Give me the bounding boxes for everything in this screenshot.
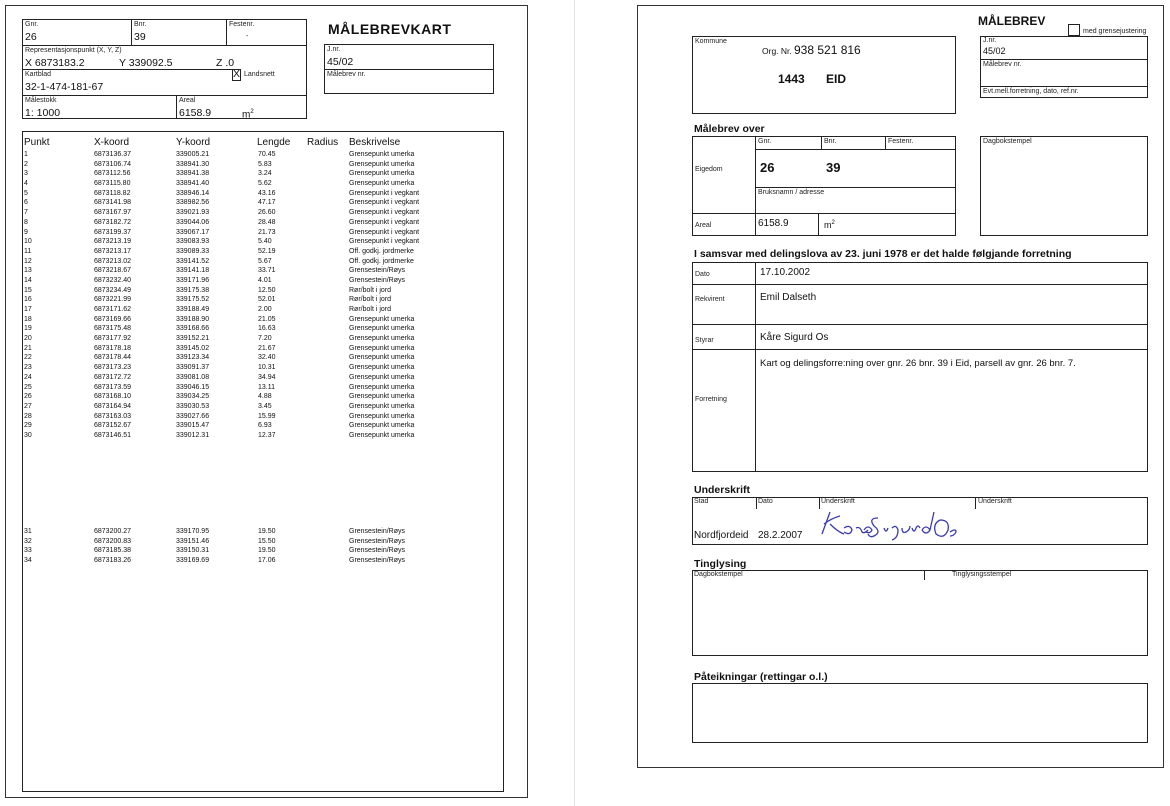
- x-cell: 6873183.26: [94, 557, 131, 565]
- y-cell: 339150.31: [176, 547, 210, 555]
- table-row: [24, 412, 494, 422]
- areal-unit-right: $m^2$: [824, 220, 835, 230]
- beskrivelse-cell: Grensestein/Røys: [349, 528, 406, 535]
- gnr-value: 26: [25, 31, 37, 43]
- jnr-label: J.nr.: [327, 46, 341, 53]
- punkt-cell: 21: [24, 344, 32, 352]
- table-row: [24, 179, 494, 189]
- beskrivelse-cell: Grensepunkt i vegkant: [349, 228, 420, 236]
- org-nr: 938 521 816: [794, 43, 861, 57]
- x-cell: 6873115.80: [94, 180, 131, 188]
- punkt-cell: 17: [24, 306, 32, 313]
- lengde-cell: 16.63: [258, 325, 276, 333]
- bnr-value: 39: [134, 31, 146, 43]
- page-title: MÅLEBREVKART: [328, 21, 452, 37]
- lengde-cell: 34.94: [258, 373, 276, 381]
- landsnett-label: Landsnett: [244, 71, 275, 78]
- beskrivelse-cell: Grensepunkt umerka: [349, 393, 415, 401]
- kommune-name: EID: [826, 72, 847, 86]
- col-punkt: Punkt: [24, 137, 50, 148]
- beskrivelse-cell: Grensepunkt umerka: [349, 364, 415, 372]
- y-cell: 339188.90: [176, 315, 210, 323]
- table-body-2: [24, 527, 494, 566]
- x-cell: 6873141.98: [94, 199, 131, 207]
- lengde-cell: 52.19: [258, 247, 276, 255]
- col-y: Y-koord: [176, 137, 211, 148]
- lengde-cell: 2.00: [258, 306, 272, 313]
- x-cell: 6873164.94: [94, 402, 131, 410]
- areal-value-right: 6158.9: [758, 218, 789, 229]
- y-cell: 339044.06: [176, 218, 210, 226]
- x-cell: 6873152.67: [94, 422, 131, 430]
- table-row: [24, 218, 494, 228]
- x-cell: 6873213.17: [94, 247, 131, 255]
- punkt-cell: 5: [24, 189, 28, 197]
- bnr-label: Bnr.: [134, 21, 147, 28]
- beskrivelse-cell: Grensepunkt umerka: [349, 422, 415, 430]
- punkt-cell: 24: [24, 373, 32, 381]
- beskrivelse-cell: Grensepunkt umerka: [349, 344, 415, 352]
- beskrivelse-cell: Grensepunkt i vegkant: [349, 218, 420, 226]
- beskrivelse-cell: Grensepunkt i vegkant: [349, 189, 420, 197]
- y-cell: 339145.02: [176, 344, 210, 352]
- table-row: [24, 228, 494, 238]
- festenr-label: Festenr.: [229, 21, 255, 28]
- table-row: [24, 257, 494, 267]
- beskrivelse-cell: Grensepunkt umerka: [349, 354, 415, 362]
- jnr-value: 45/02: [327, 56, 354, 68]
- punkt-cell: 29: [24, 422, 32, 430]
- y-cell: 339152.21: [176, 335, 210, 343]
- y-cell: 339141.52: [176, 257, 210, 265]
- punkt-cell: 26: [24, 393, 32, 401]
- beskrivelse-cell: Grensepunkt umerka: [349, 315, 415, 323]
- styrar-label: Styrar: [695, 337, 714, 344]
- y-cell: 338941.30: [176, 160, 210, 168]
- y-cell: 339168.66: [176, 325, 210, 333]
- beskrivelse-cell: Grensepunkt umerka: [349, 325, 415, 333]
- grensejustering-checkbox[interactable]: [1068, 24, 1080, 36]
- punkt-cell: 25: [24, 383, 32, 391]
- malebrevkart-page: [5, 5, 528, 798]
- punkt-cell: 7: [24, 209, 28, 217]
- table-row: [24, 373, 494, 383]
- x-cell: 6873232.40: [94, 276, 131, 284]
- table-row: [24, 363, 494, 373]
- lengde-cell: 43.16: [258, 189, 276, 197]
- x-cell: 6873171.62: [94, 306, 131, 313]
- table-row: [24, 402, 494, 412]
- dato-label: Dato: [695, 271, 710, 278]
- landsnett-mark: X: [233, 68, 241, 80]
- bnr-label-right: Bnr.: [824, 138, 837, 145]
- punkt-cell: 22: [24, 354, 32, 362]
- kartblad-value: 32-1-474-181-67: [25, 81, 104, 93]
- rekvirent-value: Emil Dalseth: [760, 292, 817, 303]
- beskrivelse-cell: Grensepunkt i vegkant: [349, 199, 420, 207]
- y-cell: 338941.40: [176, 180, 210, 188]
- rep-x: X 6873183.2: [25, 57, 85, 69]
- x-cell: 6873178.44: [94, 354, 131, 362]
- tinglysing-box: [692, 570, 1148, 656]
- punkt-cell: 3: [24, 170, 28, 178]
- signature-image: [818, 506, 958, 542]
- y-cell: 338941.38: [176, 170, 210, 178]
- festenr-value: -: [246, 33, 249, 40]
- dato-value: 17.10.2002: [760, 267, 811, 278]
- table-row: [24, 237, 494, 247]
- table-row: [24, 286, 494, 296]
- dato2-label: Dato: [758, 498, 773, 505]
- beskrivelse-cell: Rør/bolt i jord: [349, 286, 392, 294]
- punkt-cell: 15: [24, 286, 32, 294]
- styrar-value: Kåre Sigurd Os: [760, 332, 829, 343]
- y-cell: 339089.33: [176, 247, 210, 255]
- kommune-nr: 1443: [778, 72, 805, 86]
- underskrift-label: Underskrift: [821, 498, 855, 505]
- punkt-cell: 34: [24, 557, 32, 565]
- y-cell: 338946.14: [176, 189, 210, 197]
- lengde-cell: 52.01: [258, 296, 276, 304]
- bruksnamn-label: Bruksnamn / adresse: [758, 189, 825, 196]
- lengde-cell: 33.71: [258, 267, 276, 275]
- x-cell: 6873175.48: [94, 325, 131, 333]
- lengde-cell: 70.45: [258, 151, 276, 158]
- lengde-cell: 26.60: [258, 209, 276, 217]
- x-cell: 6873112.56: [94, 170, 131, 178]
- page-title-right: MÅLEBREV: [978, 14, 1046, 28]
- beskrivelse-cell: Grensepunkt umerka: [349, 151, 415, 158]
- x-cell: 6873199.37: [94, 228, 131, 236]
- y-cell: 339188.49: [176, 306, 210, 313]
- beskrivelse-cell: Grensepunkt umerka: [349, 180, 415, 188]
- x-cell: 6873182.72: [94, 218, 131, 226]
- beskrivelse-cell: Grensepunkt umerka: [349, 335, 415, 343]
- evt-label: Evt.mell.forretning, dato, ref.nr.: [983, 88, 1079, 95]
- y-cell: 339027.66: [176, 412, 210, 420]
- stad-value: Nordfjordeid: [694, 530, 749, 541]
- pateikningar-title: Påteikningar (rettingar o.l.): [694, 671, 828, 683]
- beskrivelse-cell: Grensepunkt umerka: [349, 170, 415, 178]
- dato2-value: 28.2.2007: [758, 530, 803, 541]
- table-row: [24, 169, 494, 179]
- tinglysingsstempel-label: Tinglysingsstempel: [952, 571, 1012, 578]
- x-cell: 6873168.10: [94, 393, 131, 401]
- kommune-label: Kommune: [695, 38, 727, 45]
- underskrift2-label: Underskrift: [978, 498, 1012, 505]
- lengde-cell: 4.01: [258, 276, 272, 284]
- beskrivelse-cell: Rør/bolt i jord: [349, 296, 392, 304]
- y-cell: 339151.46: [176, 537, 210, 545]
- table-row: [24, 160, 494, 170]
- lengde-cell: 5.62: [258, 180, 272, 188]
- dagbokstempel-box: [980, 136, 1148, 236]
- rekvirent-label: Rekvirent: [695, 296, 725, 303]
- table-row: [24, 527, 494, 537]
- table-row: [24, 556, 494, 566]
- x-cell: 6873218.67: [94, 267, 131, 275]
- lengde-cell: 19.50: [258, 528, 276, 535]
- lengde-cell: 19.50: [258, 547, 276, 555]
- table-row: [24, 353, 494, 363]
- y-cell: 339030.53: [176, 402, 210, 410]
- x-cell: 6873172.72: [94, 373, 131, 381]
- malestokk-label: Målestokk: [25, 97, 57, 104]
- x-cell: 6873213.02: [94, 257, 131, 265]
- beskrivelse-cell: Off. godkj. jordmerke: [349, 257, 414, 265]
- lengde-cell: 6.93: [258, 422, 272, 430]
- lengde-cell: 28.48: [258, 218, 276, 226]
- lengde-cell: 21.05: [258, 315, 276, 323]
- beskrivelse-cell: Grensepunkt umerka: [349, 383, 415, 391]
- underskrift-title: Underskrift: [694, 484, 751, 496]
- table-row: [24, 266, 494, 276]
- areal-label: Areal: [179, 97, 196, 104]
- y-cell: 339005.21: [176, 151, 210, 158]
- lengde-cell: 5.83: [258, 160, 272, 168]
- x-cell: 6873221.99: [94, 296, 131, 304]
- malebrev-over-title: Målebrev over: [694, 123, 765, 135]
- punkt-cell: 27: [24, 402, 32, 410]
- malebrev-page: [637, 5, 1164, 768]
- samsvar-title: I samsvar med delingslova av 23. juni 1978 er det halde følgjande forretning: [694, 248, 1072, 260]
- y-cell: 339175.38: [176, 286, 210, 294]
- table-row: [24, 421, 494, 431]
- table-row: [24, 537, 494, 547]
- lengde-cell: 12.37: [258, 431, 276, 439]
- y-cell: 339175.52: [176, 296, 210, 304]
- punkt-cell: 30: [24, 431, 32, 439]
- areal-label-right: Areal: [695, 222, 712, 229]
- punkt-cell: 9: [24, 228, 28, 236]
- lengde-cell: 10.31: [258, 364, 276, 372]
- y-cell: 339021.93: [176, 209, 210, 217]
- y-cell: 339012.31: [176, 431, 210, 439]
- gnr-value-right: 26: [760, 160, 775, 175]
- y-cell: 339141.18: [176, 267, 210, 275]
- gnr-label-right: Gnr.: [758, 138, 772, 145]
- col-beskrivelse: Beskrivelse: [349, 137, 401, 148]
- punkt-cell: 8: [24, 218, 28, 226]
- punkt-cell: 4: [24, 180, 28, 188]
- table-row: [24, 383, 494, 393]
- beskrivelse-cell: Grensepunkt umerka: [349, 402, 415, 410]
- lengde-cell: 4.88: [258, 393, 272, 401]
- jnr-value-right: 45/02: [983, 46, 1006, 56]
- beskrivelse-cell: Grensepunkt umerka: [349, 431, 415, 439]
- y-cell: 339067.17: [176, 228, 210, 236]
- y-cell: 339169.69: [176, 557, 210, 565]
- table-row: [24, 189, 494, 199]
- beskrivelse-cell: Grensestein/Røys: [349, 547, 406, 555]
- table-row: [24, 344, 494, 354]
- punkt-cell: 32: [24, 537, 32, 545]
- grensejustering-label: med grensejustering: [1083, 28, 1147, 35]
- malebrev-nr-label-right: Målebrev nr.: [983, 61, 1022, 68]
- punkt-cell: 31: [24, 528, 32, 535]
- beskrivelse-cell: Grensepunkt i vegkant: [349, 209, 420, 217]
- lengde-cell: 21.73: [258, 228, 276, 236]
- areal-unit: $m^2$: [242, 109, 254, 121]
- forretning-label: Forretning: [695, 396, 727, 403]
- jnr-label-right: J.nr.: [983, 37, 997, 44]
- punkt-cell: 12: [24, 257, 32, 265]
- table-row: [24, 295, 494, 305]
- table-row: [24, 305, 494, 315]
- table-row: [24, 315, 494, 325]
- x-cell: 6873185.38: [94, 547, 131, 555]
- lengde-cell: 21.67: [258, 344, 276, 352]
- tinglysing-title: Tinglysing: [694, 558, 747, 570]
- dagbokstempel-label: Dagbokstempel: [983, 138, 1032, 145]
- x-cell: 6873200.27: [94, 528, 131, 535]
- y-cell: 339091.37: [176, 364, 210, 372]
- lengde-cell: 7.20: [258, 335, 272, 343]
- punkt-cell: 20: [24, 335, 32, 343]
- punkt-cell: 18: [24, 315, 32, 323]
- beskrivelse-cell: Grensestein/Røys: [349, 267, 406, 275]
- lengde-cell: 5.40: [258, 238, 272, 246]
- table-body: [24, 150, 494, 441]
- x-cell: 6873177.92: [94, 335, 131, 343]
- lengde-cell: 15.50: [258, 537, 276, 545]
- beskrivelse-cell: Rør/bolt i jord: [349, 306, 392, 313]
- table-row: [24, 334, 494, 344]
- lengde-cell: 3.45: [258, 402, 272, 410]
- beskrivelse-cell: Grensepunkt i vegkant: [349, 238, 420, 246]
- rep-z: Z .0: [216, 57, 235, 69]
- stad-label: Stad: [694, 498, 709, 505]
- x-cell: 6873169.66: [94, 315, 131, 323]
- punkt-cell: 23: [24, 364, 32, 372]
- lengde-cell: 32.40: [258, 354, 276, 362]
- beskrivelse-cell: Grensestein/Røys: [349, 537, 406, 545]
- table-row: [24, 208, 494, 218]
- punkt-cell: 28: [24, 412, 32, 420]
- eigedom-label: Eigedom: [695, 166, 723, 173]
- x-cell: 6873106.74: [94, 160, 131, 168]
- beskrivelse-cell: Grensestein/Røys: [349, 557, 406, 565]
- table-row: [24, 276, 494, 286]
- y-cell: 338982.56: [176, 199, 210, 207]
- punkt-cell: 16: [24, 296, 32, 304]
- x-cell: 6873234.49: [94, 286, 131, 294]
- lengde-cell: 15.99: [258, 412, 276, 420]
- punkt-cell: 33: [24, 547, 32, 555]
- lengde-cell: 47.17: [258, 199, 276, 207]
- punkt-cell: 13: [24, 267, 32, 275]
- areal-value: 6158.9: [179, 107, 212, 119]
- x-cell: 6873167.97: [94, 209, 131, 217]
- festenr-label-right: Festenr.: [888, 138, 914, 145]
- page-fold: [574, 0, 575, 806]
- kartblad-label: Kartblad: [25, 71, 52, 78]
- x-cell: 6873118.82: [94, 189, 131, 197]
- lengde-cell: 13.11: [258, 383, 275, 391]
- punkt-cell: 2: [24, 160, 28, 168]
- forretning-value: Kart og delingsforre:ning over gnr. 26 bnr. 39 i Eid, parsell av gnr. 26 bnr. 7.: [760, 358, 1076, 369]
- punkt-cell: 19: [24, 325, 32, 333]
- col-lengde: Lengde: [257, 137, 291, 148]
- x-cell: 6873163.03: [94, 412, 131, 420]
- table-row: [24, 324, 494, 334]
- beskrivelse-cell: Off. godkj. jordmerke: [349, 247, 414, 255]
- punkt-cell: 10: [24, 238, 32, 246]
- gnr-label: Gnr.: [25, 21, 39, 28]
- lengde-cell: 12.50: [258, 286, 276, 294]
- x-cell: 6873173.59: [94, 383, 131, 391]
- pateikningar-box: [692, 683, 1148, 743]
- y-cell: 339083.93: [176, 238, 210, 246]
- x-cell: 6873173.23: [94, 364, 131, 372]
- y-cell: 339170.95: [176, 528, 210, 535]
- bnr-value-right: 39: [826, 160, 841, 175]
- table-row: [24, 198, 494, 208]
- x-cell: 6873178.18: [94, 344, 131, 352]
- ting-dagbok-label: Dagbokstempel: [694, 571, 743, 578]
- org-nr-prefix: Org. Nr.: [762, 46, 792, 56]
- punkt-cell: 1: [24, 151, 28, 158]
- rep-y: Y 339092.5: [119, 57, 173, 69]
- punkt-cell: 11: [24, 247, 32, 255]
- punkt-cell: 6: [24, 199, 28, 207]
- y-cell: 339015.47: [176, 422, 210, 430]
- x-cell: 6873200.83: [94, 537, 131, 545]
- x-cell: 6873146.51: [94, 431, 131, 439]
- table-row: [24, 150, 494, 160]
- beskrivelse-cell: Grensepunkt umerka: [349, 373, 415, 381]
- table-row: [24, 546, 494, 556]
- malestokk-value: 1: 1000: [25, 107, 61, 119]
- y-cell: 339046.15: [176, 383, 210, 391]
- x-cell: 6873213.19: [94, 238, 131, 246]
- lengde-cell: 3.24: [258, 170, 272, 178]
- beskrivelse-cell: Grensestein/Røys: [349, 276, 406, 284]
- y-cell: 339034.25: [176, 393, 210, 401]
- table-row: [24, 247, 494, 257]
- punkt-cell: 14: [24, 276, 32, 284]
- y-cell: 339123.34: [176, 354, 210, 362]
- x-cell: 6873136.37: [94, 151, 131, 158]
- malebrev-nr-label: Målebrev nr.: [327, 71, 366, 78]
- lengde-cell: 17.06: [258, 557, 276, 565]
- rep-label: Representasjonspunkt (X, Y, Z): [25, 47, 122, 54]
- col-x: X-koord: [94, 137, 130, 148]
- beskrivelse-cell: Grensepunkt umerka: [349, 160, 415, 168]
- table-row: [24, 392, 494, 402]
- col-radius: Radius: [307, 137, 339, 148]
- lengde-cell: 5.67: [258, 257, 272, 265]
- y-cell: 339171.96: [176, 276, 210, 284]
- table-row: [24, 431, 494, 441]
- beskrivelse-cell: Grensepunkt umerka: [349, 412, 415, 420]
- y-cell: 339081.08: [176, 373, 210, 381]
